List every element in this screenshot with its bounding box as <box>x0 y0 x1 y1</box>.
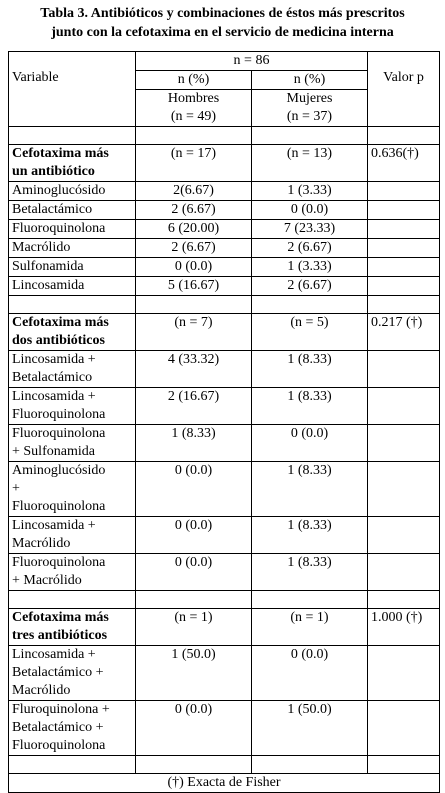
row-p-value <box>368 462 440 517</box>
table-row <box>9 701 440 756</box>
row-label <box>9 258 136 277</box>
spacer-cell <box>136 756 252 774</box>
row-hombres: 0 (0.0) <box>136 462 252 517</box>
row-label-line: Lincosamida + <box>12 352 96 367</box>
group-label-line: un antibiótico <box>12 164 95 179</box>
row-p-value <box>368 182 440 201</box>
group-label <box>9 609 136 646</box>
group-hombres: (n = 7) <box>136 314 252 351</box>
row-mujeres: 2 (6.67) <box>252 239 368 258</box>
row-hombres: 6 (20.00) <box>136 220 252 239</box>
row-label-line: Fluoroquinolona <box>12 738 106 753</box>
table-row <box>9 554 440 591</box>
spacer-cell <box>368 756 440 774</box>
row-label-line: Fluoroquinolona <box>12 555 106 570</box>
data-table <box>8 51 440 793</box>
row-p-value <box>368 201 440 220</box>
row-label-line: Betalactámico + <box>12 665 104 680</box>
group-p-value: 0.217 (†) <box>368 314 440 351</box>
table-title <box>0 4 445 42</box>
row-label-line: Macrólido <box>12 240 71 255</box>
footnote: (†) Exacta de Fisher <box>9 774 440 793</box>
row-mujeres: 0 (0.0) <box>252 201 368 220</box>
table-row <box>9 517 440 554</box>
group-hombres: (n = 17) <box>136 145 252 182</box>
header-n-total: n = 86 <box>136 52 368 71</box>
table-body <box>9 52 440 793</box>
header-hombres-n: (n = 49) <box>170 109 217 124</box>
spacer-cell <box>252 127 368 145</box>
table-row <box>9 351 440 388</box>
footnote-row <box>9 774 440 793</box>
row-label-line: Lincosamida + <box>12 389 96 404</box>
row-label <box>9 517 136 554</box>
row-label <box>9 646 136 701</box>
spacer-cell <box>136 296 252 314</box>
row-label-line: Fluoroquinolona <box>12 407 106 422</box>
row-mujeres: 1 (8.33) <box>252 351 368 388</box>
row-label-line: + <box>12 481 20 496</box>
row-mujeres: 1 (8.33) <box>252 388 368 425</box>
spacer-cell <box>9 756 136 774</box>
group-p-value: 1.000 (†) <box>368 609 440 646</box>
spacer-cell <box>9 127 136 145</box>
row-mujeres: 1 (8.33) <box>252 554 368 591</box>
row-label <box>9 277 136 296</box>
row-label <box>9 351 136 388</box>
group-label-line: tres antibióticos <box>12 628 108 643</box>
group-label-line: dos antibióticos <box>12 333 105 348</box>
table-row <box>9 182 440 201</box>
group-label-line: Cefotaxima más <box>12 610 109 625</box>
row-mujeres: 0 (0.0) <box>252 646 368 701</box>
group-mujeres: (n = 1) <box>252 609 368 646</box>
row-mujeres: 0 (0.0) <box>252 425 368 462</box>
spacer-cell <box>9 591 136 609</box>
row-label-line: Betalactámico <box>12 202 93 217</box>
header-variable: Variable <box>9 52 136 127</box>
spacer-row <box>9 591 440 609</box>
row-mujeres: 7 (23.33) <box>252 220 368 239</box>
row-label <box>9 220 136 239</box>
row-mujeres: 1 (8.33) <box>252 517 368 554</box>
header-hombres <box>136 90 252 127</box>
group-label <box>9 145 136 182</box>
row-hombres: 4 (33.32) <box>136 351 252 388</box>
table-row <box>9 388 440 425</box>
row-hombres: 2 (6.67) <box>136 201 252 220</box>
table-row <box>9 462 440 517</box>
row-label-line: Fluoroquinolona <box>12 221 106 236</box>
row-label-line: Aminoglucósido <box>12 463 106 478</box>
spacer-cell <box>252 756 368 774</box>
row-label <box>9 182 136 201</box>
group-label-line: Cefotaxima más <box>12 315 109 330</box>
row-label <box>9 388 136 425</box>
spacer-row <box>9 756 440 774</box>
table-title-line: junto con la cefotaxima en el servicio de medicina interna <box>51 25 394 40</box>
group-p-value: 0.636(†) <box>368 145 440 182</box>
row-label <box>9 239 136 258</box>
spacer-cell <box>136 127 252 145</box>
group-label-line: Cefotaxima más <box>12 146 109 161</box>
row-label <box>9 425 136 462</box>
header-n-pct-hombres: n (%) <box>136 71 252 90</box>
row-label-line: + Macrólido <box>12 573 82 588</box>
row-label-line: Lincosamida + <box>12 647 96 662</box>
group-hombres: (n = 1) <box>136 609 252 646</box>
row-p-value <box>368 701 440 756</box>
group-header-row <box>9 609 440 646</box>
row-label <box>9 554 136 591</box>
row-hombres: 5 (16.67) <box>136 277 252 296</box>
spacer-cell <box>9 296 136 314</box>
header-n-pct-mujeres: n (%) <box>252 71 368 90</box>
spacer-cell <box>136 591 252 609</box>
row-hombres: 2 (6.67) <box>136 239 252 258</box>
row-hombres: 0 (0.0) <box>136 701 252 756</box>
spacer-cell <box>368 296 440 314</box>
table-row <box>9 646 440 701</box>
header-mujeres-n: (n = 37) <box>286 109 333 124</box>
table-title-line: Tabla 3. Antibióticos y combinaciones de éstos más prescritos <box>40 6 405 21</box>
row-p-value <box>368 554 440 591</box>
row-label-line: Macrólido <box>12 536 71 551</box>
table-row <box>9 239 440 258</box>
row-mujeres: 1 (8.33) <box>252 462 368 517</box>
row-hombres: 0 (0.0) <box>136 258 252 277</box>
row-p-value <box>368 239 440 258</box>
row-label-line: Fluoroquinolona <box>12 499 106 514</box>
row-p-value <box>368 388 440 425</box>
table-row <box>9 258 440 277</box>
table-row <box>9 277 440 296</box>
header-hombres-label: Hombres <box>167 91 220 106</box>
row-p-value <box>368 351 440 388</box>
spacer-row <box>9 127 440 145</box>
group-header-row <box>9 145 440 182</box>
header-mujeres <box>252 90 368 127</box>
header-row <box>9 52 440 71</box>
spacer-cell <box>252 591 368 609</box>
row-hombres: 0 (0.0) <box>136 517 252 554</box>
row-hombres: 2 (16.67) <box>136 388 252 425</box>
row-hombres: 1 (8.33) <box>136 425 252 462</box>
row-label <box>9 201 136 220</box>
spacer-cell <box>252 296 368 314</box>
row-mujeres: 1 (50.0) <box>252 701 368 756</box>
group-mujeres: (n = 5) <box>252 314 368 351</box>
row-p-value <box>368 220 440 239</box>
row-label-line: Fluoroquinolona <box>12 426 106 441</box>
row-mujeres: 1 (3.33) <box>252 182 368 201</box>
table-row <box>9 220 440 239</box>
row-label-line: Aminoglucósido <box>12 183 106 198</box>
row-hombres: 2(6.67) <box>136 182 252 201</box>
row-p-value <box>368 425 440 462</box>
header-valor-p: Valor p <box>368 52 440 127</box>
row-label-line: Betalactámico + <box>12 720 104 735</box>
row-label-line: Lincosamida + <box>12 518 96 533</box>
table-row <box>9 201 440 220</box>
row-hombres: 1 (50.0) <box>136 646 252 701</box>
row-label-line: Sulfonamida <box>12 259 84 274</box>
spacer-cell <box>368 591 440 609</box>
row-label <box>9 462 136 517</box>
row-p-value <box>368 277 440 296</box>
spacer-cell <box>368 127 440 145</box>
row-label-line: Betalactámico <box>12 370 93 385</box>
row-label-line: + Sulfonamida <box>12 444 95 459</box>
row-label-line: Fluroquinolona + <box>12 702 110 717</box>
header-mujeres-label: Mujeres <box>286 91 333 106</box>
group-header-row <box>9 314 440 351</box>
row-p-value <box>368 646 440 701</box>
row-p-value <box>368 517 440 554</box>
row-label-line: Lincosamida <box>12 278 85 293</box>
row-hombres: 0 (0.0) <box>136 554 252 591</box>
group-label <box>9 314 136 351</box>
group-mujeres: (n = 13) <box>252 145 368 182</box>
row-mujeres: 2 (6.67) <box>252 277 368 296</box>
row-p-value <box>368 258 440 277</box>
row-label <box>9 701 136 756</box>
table-row <box>9 425 440 462</box>
row-label-line: Macrólido <box>12 683 71 698</box>
row-mujeres: 1 (3.33) <box>252 258 368 277</box>
spacer-row <box>9 296 440 314</box>
